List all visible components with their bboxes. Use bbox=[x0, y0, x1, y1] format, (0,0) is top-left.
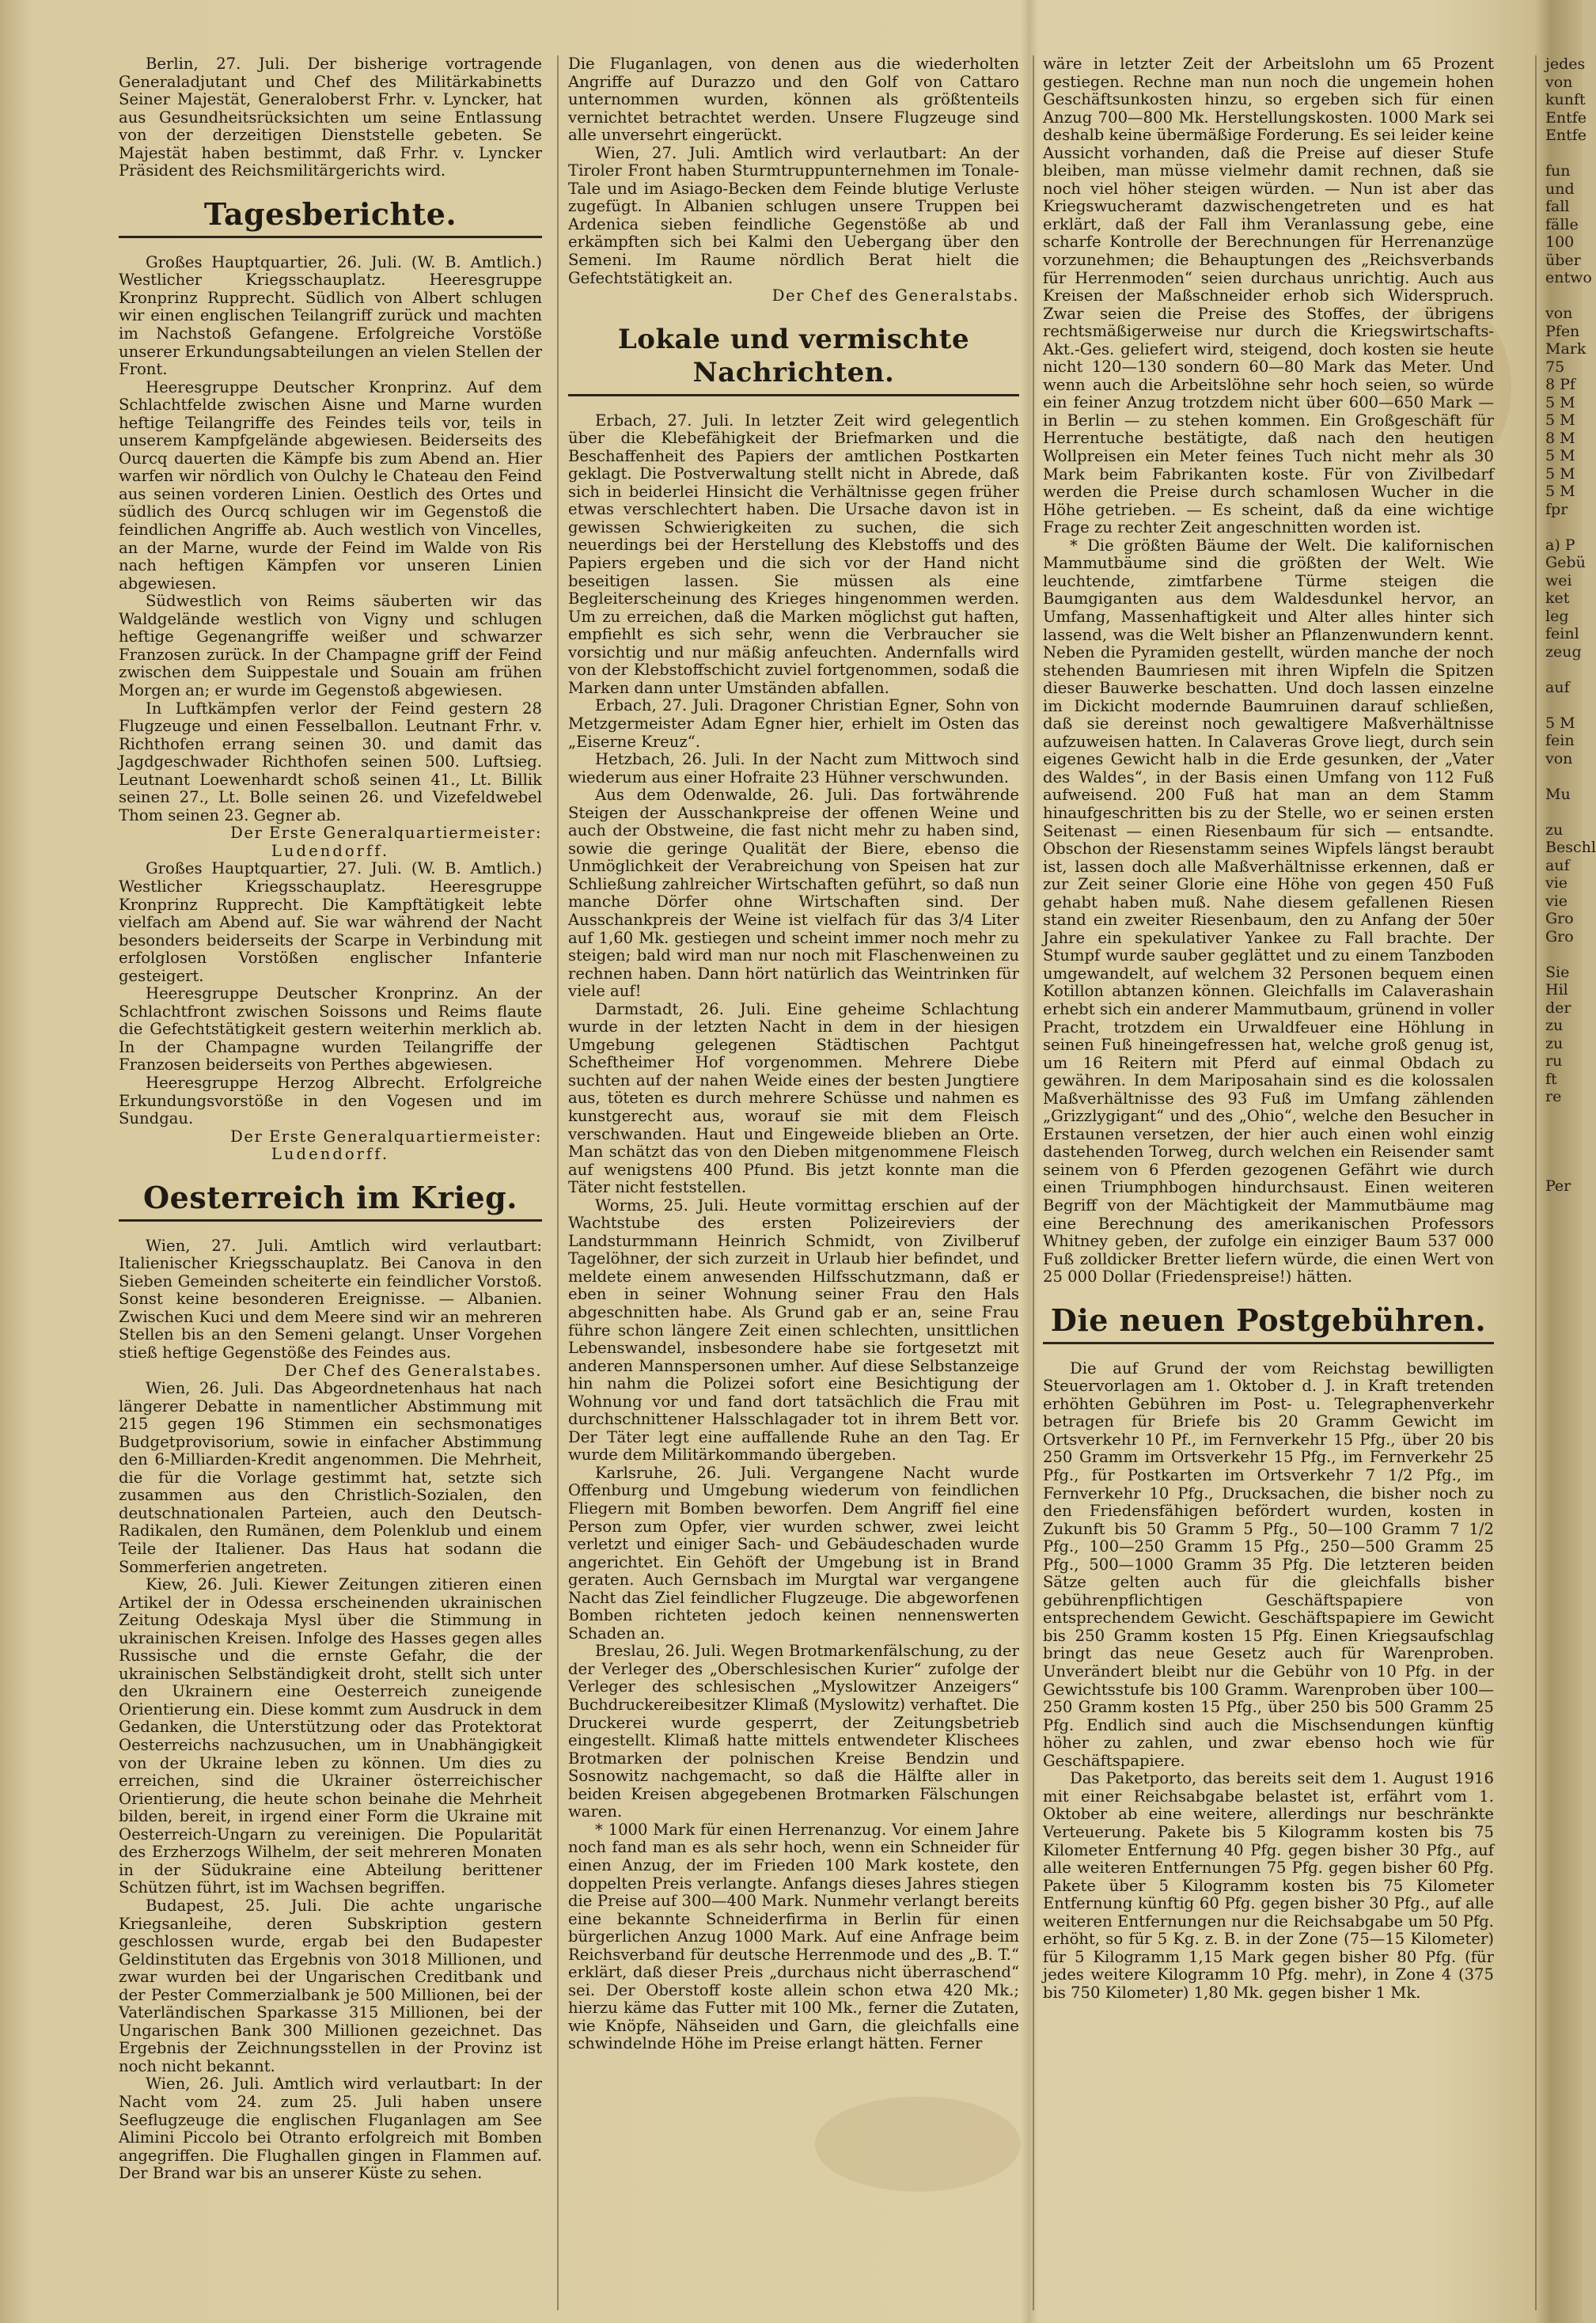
edge-fragment bbox=[1545, 1462, 1593, 1480]
edge-fragment bbox=[1545, 1337, 1593, 1355]
edge-fragment bbox=[1545, 1408, 1593, 1427]
edge-fragment: Gro bbox=[1545, 927, 1574, 945]
column-rule bbox=[557, 55, 559, 2310]
edge-fragment bbox=[1545, 1711, 1593, 1730]
edge-fragment bbox=[1545, 803, 1593, 821]
signature-title: Der Erste Generalquartiermeister: bbox=[230, 1127, 542, 1146]
edge-fragment: von bbox=[1545, 305, 1573, 322]
article-baeume: * Die größten Bäume der Welt. Die kalifornischen Mammutbäume sind die größten der Welt. Wie leuchtende, zimtfarbene Türme steigen die Baumgiganten aus dem Waldesdunkel hervor, an Umfang, Massenhaftigkeit und Alter alles hinter sich lassend, was die Welt bisher an Pflanzenwundern kennt. Neben die Pyramiden gestellt, würden manche der noch stehenden Baumriesen mit ihren Wipfeln die Spitzen dieser Bauwerke beschatten. Und doch lassen einzelne im Dickicht modernde Baumruinen darauf schließen, daß sie dereinst noch gewaltigere Maßverhältnisse aufzuweisen hatten. In Calaveras Grove liegt, durch sein eigenes Gewicht halb in die Erde gesunken, der „Vater des Waldes“, in der Basis einen Umfang von 112 Fuß aufweisend. 200 Fuß hat man an dem Stamm hinaufgeschritten bis zu der Stelle, wo er seinen ersten Seitenast — einen Riesenbaum für sich — entsandte. Obschon der Riesenstamm seines Wipfels längst beraubt ist, lassen doch alle Maßverhältnisse erkennen, daß er zur Zeit seiner Glorie eine Höhe von gegen 450 Fuß gehabt haben muß. Nahe diesem gefallenen Riesen stand ein zweiter Riesenbaum, den zu Anfang der 50er Jahre ein spekulativer Yankee zu Fall brachte. Der Stumpf wurde sauber geglättet und zu einem Tanzboden umgewandelt, auf welchem 32 Personen bequem einen Kotillon abtanzen können. Gleichfalls im Calaverashain erhebt sich ein anderer Mammutbaum, grünend in voller Pracht, trotzdem ein Urwaldfeuer eine Höhlung in seinen Fuß hineingefressen hat, welche groß genug ist, um 16 Reitern mit Pferd auf einmal Obdach zu gewähren. In dem Mariposahain sind es die kolossalen Maßverhältnisse des 93 Fuß im Umfang zählenden „Grizzlygigant“ und des „Ohio“, welche den Besucher in Erstaunen versetzen, der hier auch einen wohl einzig dastehenden Torweg, durch welchen ein Reisender samt seinem von 6 Pferden gezogenen Gefährt wie durch einen Triumphbogen hindurchsaust. Einen weiteren Begriff von der Mächtigkeit der Mammutbäume mag eine Berechnung des amerikanischen Professors Whitney geben, der zufolge ein einziger Baum 537 000 Fuß zolldicker Bretter liefern würde, die einen Wert von 25 000 Dollar (Friedenspreise!) hätten. bbox=[1043, 536, 1494, 1287]
column-3 bbox=[1043, 55, 1494, 2002]
edge-fragment: re bbox=[1545, 1088, 1562, 1105]
signature-title: Der Erste Generalquartiermeister: bbox=[230, 824, 542, 843]
hq1-paragraph: Heeresgruppe Deutscher Kronprinz. Auf dem Schlachtfelde zwischen Aisne und Marne wurden heftige Teilangriffe des Feindes teils vor, teils in unserem Kampfgelände abgewiesen. Beiderseits des Ourcq dauerten die Kämpfe bis zum Abend an. Hier warfen wir nördlich von Oulchy le Chateau den Feind aus seinen vorderen Linien. Oestlich des Ortes und südlich des Ourcq schlugen wir im Gegenstoß die feindlichen Angriffe ab. Auch westlich von Vincelles, an der Marne, wurde der Feind im Walde von Ris nach heftigen Kämpfen vor unseren Linien abgewiesen. bbox=[119, 377, 542, 593]
article-darmstadt: Darmstadt, 26. Juli. Eine geheime Schlachtung wurde in der letzten Nacht in dem in der hiesigen Umgebung gelegenen Städtischen Pachtgut Scheftheimer Hof vorgenommen. Mehrere Diebe suchten auf der nahen Weide eines der besten Jungtiere aus, töteten es durch mehrere Schüsse und nahmen es kunstgerecht aus, worauf sie mit dem Fleisch verschwanden. Haut und Eingeweide blieben an Orte. Man schätzt das von den Dieben mitgenommene Fleisch auf wenigstens 400 Pfund. Bis jetzt konnte man die Täter nicht feststellen. bbox=[568, 999, 1019, 1197]
edge-fragment: Mu bbox=[1545, 785, 1571, 803]
edge-fragment: 5 M bbox=[1545, 411, 1575, 429]
edge-fragment: 5 M bbox=[1545, 464, 1575, 483]
edge-fragment bbox=[1545, 1106, 1593, 1124]
edge-fragment bbox=[1545, 1355, 1593, 1374]
edge-fragment bbox=[1545, 1373, 1593, 1391]
edge-fragment: von bbox=[1545, 73, 1573, 91]
edge-fragment: ru bbox=[1545, 1052, 1563, 1070]
edge-fragment: jedes bbox=[1545, 55, 1586, 73]
hq1-paragraph: In Luftkämpfen verlor der Feind gestern 28 Flugzeuge und einen Fesselballon. Leutnant Frhr. v. Richthofen errang seinen 30. und damit das Jagdgeschwader Richthofen seinen 500. Luftsieg. Leutnant Loewenhardt schoß seinen 41., Lt. Billik seinen 27., Lt. Bolle seinen 26. und Vizefeldwebel Thom seinen 23. Gegner ab. bbox=[119, 699, 542, 824]
edge-fragment bbox=[1545, 1622, 1593, 1640]
edge-fragment bbox=[1545, 1533, 1593, 1552]
edge-fragment: zu bbox=[1545, 820, 1564, 839]
edge-fragment: Sie bbox=[1545, 963, 1570, 981]
edge-fragment: über bbox=[1545, 251, 1581, 269]
edge-fragment bbox=[1545, 1515, 1593, 1533]
edge-fragment bbox=[1545, 945, 1593, 964]
edge-fragment: vie bbox=[1545, 874, 1568, 892]
edge-fragment bbox=[1545, 1480, 1593, 1498]
column-4-edge bbox=[1545, 55, 1596, 1747]
edge-fragment bbox=[1545, 287, 1593, 305]
edge-fragment: Mark bbox=[1545, 340, 1587, 358]
edge-fragment bbox=[1545, 1569, 1593, 1587]
edge-fragment: 100 bbox=[1545, 233, 1575, 251]
article-erbach: Erbach, 27. Juli. Dragoner Christian Egner, Sohn von Metzgermeister Adam Egner hier, erhielt im Osten das „Eiserne Kreuz“. bbox=[568, 696, 1019, 751]
edge-fragment bbox=[1545, 1159, 1593, 1177]
edge-fragment: 5 M bbox=[1545, 483, 1575, 500]
article-karlsruhe: Karlsruhe, 26. Juli. Vergangene Nacht wurde Offenburg und Umgebung wiederum von feindlichen Fliegern mit Bomben beworfen. Dem Angriff fiel eine Person zum Opfer, vier wurden schwer, zwei leicht verletzt und einiger Sach- und Gebäudeschaden wurde angerichtet. Ein Gehöft der Umgebung ist in Brand geraten. Auch Gernsbach im Murgtal war vergangene Nacht das Ziel feindlicher Flugzeuge. Die abgeworfenen Bomben richteten jedoch keinen nennenswerten Schaden an. bbox=[568, 1463, 1019, 1643]
article-post: Die auf Grund der vom Reichstag bewilligten Steuervorlagen am 1. Oktober d. J. in Kraft tretenden erhöhten Gebühren im Post- u. Telegraphenverkehr betragen für Briefe bis 20 Gramm Gewicht im Ortsverkehr 10 Pf., im Fernverkehr 15 Pfg., über 20 bis 250 Gramm im Ortsverkehr 15 Pfg., im Fernverkehr 25 Pfg., für Postkarten im Ortsverkehr 7 1/2 Pfg., im Fernverkehr 10 Pfg., Drucksachen, die bisher noch zu den Friedensfähigen befördert wurden, kosten in Zukunft bis 50 Gramm 5 Pfg., 50—100 Gramm 7 1/2 Pfg., 100—250 Gramm 15 Pfg., 250—500 Gramm 25 Pfg., 500—1000 Gramm 35 Pfg. Die letzteren beiden Sätze gelten auch für die gleichfalls bisher gebührenpflichtigen Geschäftspapiere von entsprechendem Gewicht. Geschäftspapiere im Gewicht bis 250 Gramm kosten 15 Pfg. Einen Kriegsaufschlag bringt das neue Gesetz auch für Warenproben. Unverändert bleibt nur die Gebühr von 10 Pfg. in der Gewichtsstufe bis 100 Gramm. Warenproben über 100—250 Gramm kosten 15 Pfg., über 250 bis 500 Gramm 25 Pfg. Endlich sind auch die Mischsendungen künftig höher zu zahlen, und zwar ebenso hoch wie für Geschäftspapiere. bbox=[1043, 1359, 1494, 1770]
edge-fragment bbox=[1545, 518, 1593, 536]
article-erbach: Erbach, 27. Juli. In letzter Zeit wird gelegentlich über die Klebefähigkeit der Briefmarken und die Beschaffenheit des Papiers der amtlichen Postkarten geklagt. Die Postverwaltung stellt nicht in Abrede, daß sich in beiderlei Hinsicht die Verhältnisse gegen früher etwas verschlechtert haben. Die Ursache davon ist in gewissen Schwierigkeiten zu suchen, die sich neuerdings bei der Herstellung des Klebstoffs und des Papiers ergeben und die sich vor der Hand nicht beseitigen lassen. Sie müssen als eine Begleiterscheinung des Krieges hingenommen werden. Um zu erreichen, daß die Marken möglichst gut haften, empfiehlt es sich sehr, wenn die Verbraucher sie vorsichtig und nur mäßig anfeuchten. Andernfalls wird von der Klebstoffschicht zuviel fortgenommen, sodaß die Marken dann unter Umständen abfallen. bbox=[568, 411, 1019, 697]
article-hetzbach: Hetzbach, 26. Juli. In der Nacht zum Mittwoch sind wiederum aus einer Hofraite 23 Hühner verschwunden. bbox=[568, 750, 1019, 786]
edge-fragment: entwo bbox=[1545, 269, 1592, 286]
article-continued: Die Fluganlagen, von denen aus die wiederholten Angriffe auf Durazzo und den Golf von Cattaro unternommen wurden, können als größtenteils vernichtet betrachtet werden. Unsere Flugzeuge sind alle unversehrt eingerückt. bbox=[568, 55, 1019, 145]
edge-fragment bbox=[1545, 1195, 1593, 1213]
hq1-paragraph: Großes Hauptquartier, 26. Juli. (W. B. Amtlich.) Westlicher Kriegsschauplatz. Heeresgruppe Kronprinz Rupprecht. Südlich von Albert schlugen wir einen englischen Teilangriff zurück und machten im Nachstoß Gefangene. Erfolgreiche Vorstöße unserer Erkundungsabteilungen an vielen Stellen der Front. bbox=[119, 252, 542, 379]
column-rule bbox=[1033, 55, 1034, 2310]
edge-fragment: vie bbox=[1545, 892, 1568, 910]
edge-fragment: von bbox=[1545, 749, 1573, 767]
edge-fragment: 8 Pf bbox=[1545, 376, 1575, 393]
heading-tagesberichte: Tagesberichte. bbox=[119, 198, 542, 238]
edge-fragment: auf bbox=[1545, 856, 1570, 874]
article-post: Das Paketporto, das bereits seit dem 1. August 1916 mit einer Reichsabgabe belastet ist, erfährt vom 1. Oktober ab eine weitere, allerdings nur beschränkte Verteuerung. Pakete bis 5 Kilogramm kosten bis 75 Kilometer Entfernung 40 Pfg. gegen bisher 30 Pfg., auf alle weiteren Entfernungen 75 Pfg. gegen bisher 60 Pfg. Pakete über 5 Kilogramm kosten bis 75 Kilometer Entfernung künftig 60 Pfg. gegen bisher 30 Pfg., auf alle weiteren Entfernungen nur die Reichsabgabe um 50 Pfg. erhöht, so für 5 Kg. z. B. in der Zone (75—15 Kilometer) für 5 Kilogramm 1,15 Mark gegen bisher 80 Pfg. (für jedes weitere Kilogramm 10 Pfg. mehr), in Zone 4 (375 bis 750 Kilometer) 1,80 Mk. gegen bisher 1 Mk. bbox=[1043, 1769, 1494, 2002]
edge-fragment bbox=[1545, 1729, 1593, 1747]
edge-fragment bbox=[1545, 1693, 1593, 1711]
edge-fragment: fpr bbox=[1545, 500, 1568, 518]
edge-fragment bbox=[1545, 1427, 1593, 1445]
paper-fold bbox=[1021, 0, 1038, 2323]
edge-fragment: fälle bbox=[1545, 215, 1579, 233]
edge-fragment: ket bbox=[1545, 589, 1570, 607]
edge-fragment bbox=[1545, 1230, 1593, 1249]
article-worms: Worms, 25. Juli. Heute vormittag erschien auf der Wachtstube des ersten Polizeireviers der Landsturmmann Heinrich Schmidt, von Zivilberuf Tagelöhner, der sich zurzeit in Urlaub hier befindet, und meldete einem anwesenden Hilfsschutzmann, daß er eben in seiner Wohnung seiner Frau den Hals abgeschnitten habe. Als Grund gab er an, seine Frau führe schon längere Zeit einen schlechten, unsittlichen Lebenswandel, insbesondere habe sie fortgesetzt mit anderen Mannspersonen umher. Auf diese Selbstanzeige hin nahm die Polizei sofort eine Besichtigung der Wohnung vor und fand dort tatsächlich die Frau mit durchschnittener Halsschlagader tot in ihrem Bett vor. Der Täter legt eine auffallende Ruhe an den Tag. Er wurde dem Militärkommando übergeben. bbox=[568, 1196, 1019, 1465]
edge-fragment: Entfe bbox=[1545, 127, 1587, 144]
hq2-paragraph: Heeresgruppe Deutscher Kronprinz. An der Schlachtfront zwischen Soissons und Reims flaute die Gefechtstätigkeit gestern weiterhin merklich ab. In der Champagne wurden Teilangriffe der Franzosen beiderseits von Perthes abgewiesen. bbox=[119, 984, 542, 1074]
edge-fragment: zeug bbox=[1545, 642, 1582, 661]
edge-fragment: 8 M bbox=[1545, 429, 1575, 447]
edge-fragment: Beschl bbox=[1545, 839, 1596, 856]
edge-fragment: der bbox=[1545, 999, 1571, 1017]
hq1-paragraph: Südwestlich von Reims säuberten wir das Waldgelände westlich von Vigny und schlugen heftige Gegenangriffe weißer und schwarzer Franzosen zurück. In der Champagne griff der Feind zwischen dem Suippestale und Souain am frühen Morgen an; er wurde im Gegenstoß abgewiesen. bbox=[119, 592, 542, 699]
edge-fragment bbox=[1545, 661, 1593, 679]
edge-fragment bbox=[1545, 1551, 1593, 1569]
edge-fragment bbox=[1545, 767, 1593, 786]
edge-fragment: und bbox=[1545, 180, 1575, 198]
edge-fragment: 5 M bbox=[1545, 714, 1575, 732]
edge-fragment: auf bbox=[1545, 678, 1570, 696]
article-odenwald: Aus dem Odenwalde, 26. Juli. Das fortwährende Steigen der Ausschankpreise der offenen Weine und auch der Obstweine, die fast nicht mehr zu haben sind, sowie die geringe Qualität der Biere, ebenso die Unmöglichkeit der Verabreichung von Speisen hat zur Schließung zahlreicher Wirtschaften geführt, so daß nun manche Dörfer ohne Wirtschaften sind. Der Ausschankpreis der Weine ist vielfach für das 3/4 Liter auf 1,60 Mk. gestiegen und scheint immer noch mehr zu steigen; bald wird man nur noch mit Flaschenweinen zu rechnen haben. Dann hört natürlich das Weintrinken für viele auf! bbox=[568, 786, 1019, 1001]
article-budapest: Budapest, 25. Juli. Die achte ungarische Kriegsanleihe, deren Subskription gestern geschlossen wurde, ergab bei den Budapester Geldinstituten das Ergebnis von 3018 Millionen, und zwar wurden bei der Ungarischen Creditbank und der Pester Commerzialbank je 500 Millionen, bei der Vaterländischen Sparkasse 315 Millionen, bei der Ungarischen Bank 300 Millionen gezeichnet. Das Ergebnis der Zeichnungsstellen in der Provinz ist noch nicht bekannt. bbox=[119, 1896, 542, 2075]
edge-fragment bbox=[1545, 1676, 1593, 1694]
edge-fragment bbox=[1545, 1320, 1593, 1338]
article-breslau: Breslau, 26. Juli. Wegen Brotmarkenfälschung, zu der der Verleger des „Oberschlesischen Kurier“ zufolge der Verleger des schlesischen „Myslowitzer Anzeigers“ Buchdruckereibesitzer Klimaß (Myslowitz) verhaftet. Die Druckerei wurde gesperrt, der Zeitungsbetrieb eingestellt. Klimaß hatte mittels entwendeter Klischees Brotmarken der polnischen Kreise Bendzin und Sosnowitz nachgemacht, so daß die Hälfte aller in beiden Kreisen abgegebenen Brotmarken Fälschungen waren. bbox=[568, 1642, 1019, 1821]
edge-fragment bbox=[1545, 1284, 1593, 1302]
article-wien: Wien, 27. Juli. Amtlich wird verlautbart: An der Tiroler Front haben Sturmtruppunternehmen im Tonale-Tale und im Asiago-Becken dem Feinde blutige Verluste zugefügt. In Albanien schlugen unsere Truppen bei Ardenica sieben feindliche Gegenstöße ab und erkämpften sich bei Kalmi den Uebergang über den Semeni. Im Raume nördlich Berat hielt die Gefechtstätigkeit an. bbox=[568, 143, 1019, 287]
signature-title: Der Chef des Generalstabes. bbox=[284, 1361, 542, 1380]
article-wien: Wien, 26. Juli. Das Abgeordnetenhaus hat nach längerer Debatte in namentlicher Abstimmung mit 215 gegen 196 Stimmen ein sechsmonatiges Budgetprovisorium, sowie in einfacher Abstimmung den 6-Milliarden-Kredit angenommen. Die Mehrheit, die für die Vorlage gestimmt hat, setzte sich zusammen aus den Christlich-Sozialen, den deutschnationalen Parteien, auch den Deutsch-Radikalen, den Rumänen, dem Polenklub und einem Teile der Italiener. Das Haus hat sodann die Sommerferien angetreten. bbox=[119, 1379, 542, 1576]
edge-fragment: fein bbox=[1545, 732, 1575, 749]
article-kiew: Kiew, 26. Juli. Kiewer Zeitungen zitieren einen Artikel der in Odessa erscheinenden ukrainischen Zeitung Odeskaja Mysl über die Stimmung in ukrainischen Kreisen. Infolge des Hasses gegen alles Russische und die ernste Gefahr, die der ukrainischen Selbständigkeit droht, stellt sich unter den Ukrainern eine Oesterreich zuneigende Orientierung ein. Diese kommt zum Ausdruck in dem Gedanken, die Unterstützung oder das Protektorat Oesterreichs nachzusuchen, um in Unabhängigkeit von der Ukraine leben zu können. Um dies zu erreichen, sind die Ukrainer österreichischer Orientierung, die heute schon beinahe die Mehrheit bilden, bereit, in irgend einer Form die Ukraine mit Oesterreich-Ungarn zu vereinigen. Die Popularität des Erzherzogs Wilhelm, der seit mehreren Monaten in der Südukraine eine Abteilung berittener Schützen führt, ist im Wachsen begriffen. bbox=[119, 1575, 542, 1897]
edge-fragment bbox=[1545, 1266, 1593, 1284]
heading-oesterreich: Oesterreich im Krieg. bbox=[119, 1181, 542, 1222]
edge-fragment: wei bbox=[1545, 571, 1572, 589]
edge-fragment: fall bbox=[1545, 198, 1570, 215]
signature-name: Ludendorff. bbox=[271, 1145, 390, 1164]
hq2-paragraph: Großes Hauptquartier, 27. Juli. (W. B. Amtlich.) Westlicher Kriegsschauplatz. Heeresgruppe Kronprinz Rupprecht. Die Kampftätigkeit lebte vielfach am Abend auf. Sie war während der Nacht besonders beiderseits der Scarpe in Verbindung mit erfolglosen Vorstößen englischer Infanterie gesteigert. bbox=[119, 859, 542, 985]
edge-fragment bbox=[1545, 1498, 1593, 1516]
article-wien: Wien, 26. Juli. Amtlich wird verlautbart: In der Nacht vom 24. zum 25. Juli haben unsere Seeflugzeuge die englischen Fluganlagen am See Alimini Piccolo bei Otranto erfolgreich mit Bomben angegriffen. Die Flughallen gingen in Flammen auf. Der Brand war bis an unserer Küste zu sehen. bbox=[119, 2075, 542, 2183]
edge-fragment: zu bbox=[1545, 1034, 1564, 1052]
article-berlin: Berlin, 27. Juli. Der bisherige vortragende Generaladjutant und Chef des Militärkabinetts Seiner Majestät, Generaloberst Frhr. v. Lyncker, hat aus Gesundheitsrücksichten um seine Entlassung von der derzeitigen Dienststelle gebeten. Se Majestät haben bestimmt, daß Frhr. v. Lyncker Präsident des Reichsmilitärgerichts wird. bbox=[119, 55, 542, 180]
edge-fragment bbox=[1545, 1213, 1593, 1231]
heading-lokale: Lokale und vermischte Nachrichten. bbox=[568, 323, 1019, 396]
edge-fragment: leg bbox=[1545, 607, 1569, 625]
edge-fragment: Hil bbox=[1545, 981, 1568, 999]
column-1 bbox=[119, 55, 542, 2183]
edge-fragment bbox=[1545, 1302, 1593, 1320]
article-herrenanzug: * 1000 Mark für einen Herrenanzug. Vor einem Jahre noch fand man es als sehr hoch, wenn ein Schneider für einen Anzug, der im Frieden 100 Mark kostete, den doppelten Preis verlangte. Anfangs dieses Jahres stiegen die Preise auf 300—400 Mark. Nunmehr verlangt bereits eine bekannte Schneiderfirma in Berlin für einen bürgerlichen Anzug 1000 Mark. Auf eine Anfrage beim Reichsverband für deutsche Herrenmode und des „B. T.“ erklärt, daß dieser Preis „durchaus nicht überraschend“ sei. Der Oberstoff koste allein schon etwa 420 Mk.; hierzu käme das Futter mit 100 Mk., ferner die Zutaten, wie Knöpfe, Nähseiden und Garn, die gleichfalls eine schwindelnde Höhe im Preise erlangt hätten. Ferner bbox=[568, 1820, 1019, 2053]
article-continued: wäre in letzter Zeit der Arbeitslohn um 65 Prozent gestiegen. Rechne man nun noch die ungemein hohen Geschäftsunkosten hinzu, so ergeben sich für einen Anzug 700—800 Mk. Herstellungskosten. 1000 Mark sei deshalb keine übermäßige Forderung. Es sei leider keine Aussicht vorhanden, daß die Preise auf dieser Stufe bleiben, man müsse vielmehr damit rechnen, daß sie noch viel höher steigen würden. — Nun ist aber das Kriegswucheramt dazwischengetreten und es hat erklärt, daß der Fall ihm Veranlassung gebe, eine scharfe Kontrolle der Berechnungen für Herrenanzüge vorzunehmen; die Behauptungen des „Reichsverbands für Herrenmoden“ seien durchaus unrichtig. Auch aus Kreisen der Maßschneider erhob sich Widerspruch. Zwar seien die Preise des Stoffes, der übrigens rechtsmäßigerweise nur durch die Kriegswirtschafts-Akt.-Ges. geliefert wird, steigend, doch kosten sie heute nicht 120—130 sondern 60—80 Mark das Meter. Und wenn auch die Arbeitslöhne sehr hoch seien, so würde ein feiner Anzug trotzdem nicht über 600—650 Mark — in Berlin — zu stehen kommen. Ein Großgeschäft für Herrentuche bestätigte, daß nach den heutigen Wollpreisen ein Meter feines Tuch nicht mehr als 30 Mark beim Fabrikanten koste. Für von Zivilbedarf werden die Preise durch schamlosen Wucher in die Höhe getrieben. — Es scheint, daß da eine wichtige Frage zu rechter Zeit angeschnitten worden ist. bbox=[1043, 55, 1494, 537]
edge-fragment: ft bbox=[1545, 1070, 1557, 1088]
edge-fragment bbox=[1545, 1142, 1593, 1160]
edge-fragment bbox=[1545, 1249, 1593, 1267]
heading-postgebuehren: Die neuen Postgebühren. bbox=[1043, 1304, 1494, 1344]
edge-fragment: fun bbox=[1545, 162, 1571, 180]
edge-fragment bbox=[1545, 1640, 1593, 1658]
edge-fragment: Per bbox=[1545, 1177, 1571, 1195]
column-2 bbox=[568, 55, 1019, 2053]
edge-fragment: 5 M bbox=[1545, 393, 1575, 411]
edge-fragment: feinl bbox=[1545, 625, 1579, 642]
column-rule bbox=[1535, 55, 1537, 2310]
edge-fragment bbox=[1545, 1124, 1593, 1142]
paper-stain bbox=[815, 2097, 1021, 2192]
signature-title: Der Chef des Generalstabs. bbox=[771, 286, 1019, 305]
edge-fragment bbox=[1545, 1586, 1593, 1605]
edge-fragment: Pfen bbox=[1545, 322, 1580, 340]
edge-fragment: 5 M bbox=[1545, 447, 1575, 464]
edge-fragment: 75 bbox=[1545, 358, 1565, 376]
edge-fragment bbox=[1545, 696, 1593, 714]
edge-fragment: Gebü bbox=[1545, 554, 1586, 571]
edge-fragment bbox=[1545, 1605, 1593, 1623]
edge-fragment bbox=[1545, 1658, 1593, 1676]
signature-name: Ludendorff. bbox=[271, 841, 390, 860]
edge-fragment: Gro bbox=[1545, 910, 1574, 927]
hq2-paragraph: Heeresgruppe Herzog Albrecht. Erfolgreiche Erkundungsvorstöße in den Vogesen und im Sundgau. bbox=[119, 1073, 542, 1128]
article-wien: Wien, 27. Juli. Amtlich wird verlautbart: Italienischer Kriegsschauplatz. Bei Canova in den Sieben Gemeinden scheiterte ein feindlicher Vorstoß. Sonst keine besonderen Ereignisse. — Albanien. Zwischen Kuci und dem Meere sind wir an mehreren Stellen bis an den Semeni gelangt. Unser Vorgehen stieß heftige Gegenstöße des Feindes aus. bbox=[119, 1236, 542, 1362]
edge-fragment: a) P bbox=[1545, 536, 1575, 554]
edge-fragment: Entfe bbox=[1545, 108, 1587, 127]
edge-fragment bbox=[1545, 1391, 1593, 1409]
edge-fragment: zu bbox=[1545, 1017, 1564, 1034]
edge-fragment bbox=[1545, 145, 1593, 163]
edge-fragment bbox=[1545, 1444, 1593, 1462]
edge-fragment: kunft bbox=[1545, 91, 1586, 108]
